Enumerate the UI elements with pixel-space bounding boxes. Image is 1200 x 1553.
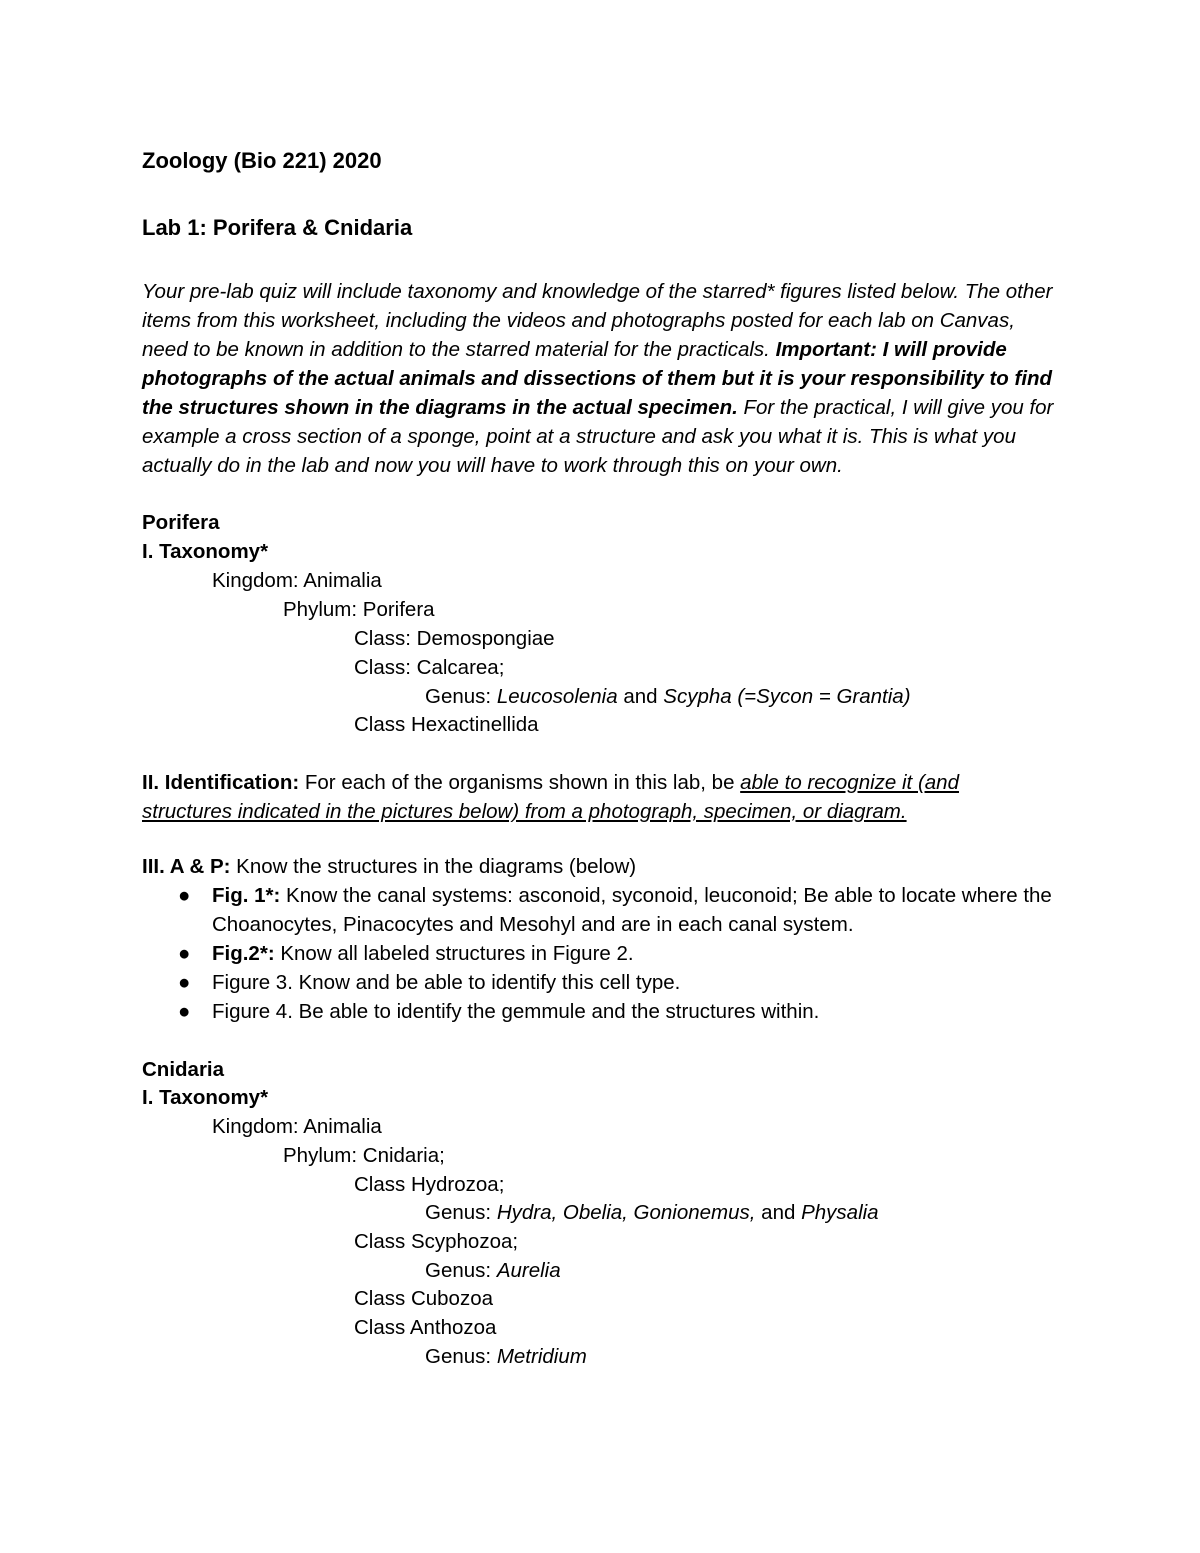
list-item: [142, 997, 1082, 1026]
cnidaria-class-cubozoa: Class Cubozoa: [354, 1287, 494, 1310]
genus-label: Genus:: [425, 685, 492, 708]
identification-label: II. Identification:: [142, 771, 300, 794]
kingdom-value: Animalia: [303, 569, 382, 592]
porifera-class-demospongiae: [354, 624, 555, 653]
genus-value: Leucosolenia: [496, 685, 618, 708]
list-item: [142, 939, 1082, 968]
porifera-kingdom: [212, 566, 382, 595]
document-title: Zoology (Bio 221) 2020: [142, 148, 382, 173]
genus-label: Genus:: [425, 1259, 492, 1282]
genus-conjunction: and: [761, 1201, 796, 1224]
kingdom-value: Animalia: [303, 1115, 382, 1138]
bullet-icon: ●: [178, 942, 191, 965]
bullet-text: Figure 4. Be able to identify the gemmule and the structures within.: [212, 1000, 820, 1023]
genus-label: Genus:: [425, 1345, 492, 1368]
cnidaria-class-anthozoa: Class Anthozoa: [354, 1316, 497, 1339]
phylum-value: Cnidaria;: [362, 1144, 445, 1167]
phylum-value: Porifera: [362, 598, 435, 621]
intro-important: Important: I will provide photographs of the actual animals and dissections of them but it is your responsibility to find the structures shown in the diagrams in the actual specimen.: [142, 338, 1053, 419]
porifera-class-hexactinellida: Class Hexactinellida: [354, 713, 539, 736]
cnidaria-phylum: [283, 1141, 445, 1170]
intro-paragraph: [142, 277, 1062, 480]
bullet-icon: ●: [178, 884, 191, 907]
intro-italic: Your pre-lab quiz will include taxonomy and knowledge of the starred* figures listed below. The other items from this worksheet, including the videos and photographs posted for each lab on Canvas, need to be known in addition to the starred material for the practicals.: [142, 280, 1053, 361]
bullet-text: Figure 3. Know and be able to identify this cell type.: [212, 971, 681, 994]
ap-label: III. A & P:: [142, 855, 231, 878]
genus-label: Genus:: [425, 1201, 492, 1224]
cnidaria-hydrozoa-genus: [425, 1198, 879, 1227]
porifera-heading: Porifera: [142, 511, 220, 534]
bullet-text: Know all labeled structures in Figure 2.: [280, 942, 634, 965]
bullet-label: Fig.2*:: [212, 942, 275, 965]
genus-conjunction: and: [623, 685, 658, 708]
phylum-label: Phylum:: [283, 598, 358, 621]
cnidaria-taxonomy-heading: I. Taxonomy*: [142, 1086, 269, 1109]
phylum-label: Phylum:: [283, 1144, 358, 1167]
list-item: [142, 881, 1082, 939]
class-label: Class:: [354, 627, 411, 650]
porifera-class-calcarea: [354, 653, 504, 682]
genus-value: Metridium: [496, 1345, 587, 1368]
bullet-text: Know the canal systems: asconoid, syconoid, leuconoid; Be able to locate where the Choanocytes, Pinacocytes and Mesohyl and are in each canal system.: [212, 884, 1052, 936]
cnidaria-anthozoa-genus: [425, 1342, 587, 1371]
lab-title: Lab 1: Porifera & Cnidaria: [142, 215, 413, 240]
class-value: Calcarea;: [416, 656, 505, 679]
intro-tail: For the practical, I will give you for example a cross section of a sponge, point at a structure and ask you what it is. This is what you actually do in the lab and now you will have to work through this on your own.: [142, 396, 1054, 477]
class-value: Demospongiae: [416, 627, 555, 650]
genus-value: Aurelia: [496, 1259, 561, 1282]
class-label: Class:: [354, 656, 411, 679]
identification-text: For each of the organisms shown in this lab, be: [304, 771, 735, 794]
bullet-icon: ●: [178, 1000, 191, 1023]
cnidaria-class-hydrozoa: Class Hydrozoa;: [354, 1173, 505, 1196]
porifera-taxonomy-heading: I. Taxonomy*: [142, 540, 269, 563]
porifera-genus: [425, 682, 911, 711]
kingdom-label: Kingdom:: [212, 1115, 299, 1138]
porifera-phylum: [283, 595, 435, 624]
genus-value: Physalia: [801, 1201, 879, 1224]
ap-text: Know the structures in the diagrams (below): [236, 855, 637, 878]
bullet-icon: ●: [178, 971, 191, 994]
genus-value: Scypha (=Sycon = Grantia): [663, 685, 911, 708]
genus-value: Hydra, Obelia, Gonionemus,: [496, 1201, 756, 1224]
cnidaria-class-scyphozoa: Class Scyphozoa;: [354, 1230, 519, 1253]
identification-underlined-2: structures indicated in the pictures below) from a photograph, specimen, or diagram.: [142, 800, 907, 823]
ap-bullet-list: [142, 881, 1082, 1026]
cnidaria-scyphozoa-genus: [425, 1256, 561, 1285]
cnidaria-kingdom: [212, 1112, 382, 1141]
cnidaria-heading: Cnidaria: [142, 1058, 225, 1081]
bullet-label: Fig. 1*:: [212, 884, 281, 907]
ap-line: [142, 852, 636, 881]
identification-underlined-1: able to recognize it (and: [740, 771, 959, 794]
identification-line: [142, 768, 959, 797]
list-item: [142, 968, 1082, 997]
kingdom-label: Kingdom:: [212, 569, 299, 592]
